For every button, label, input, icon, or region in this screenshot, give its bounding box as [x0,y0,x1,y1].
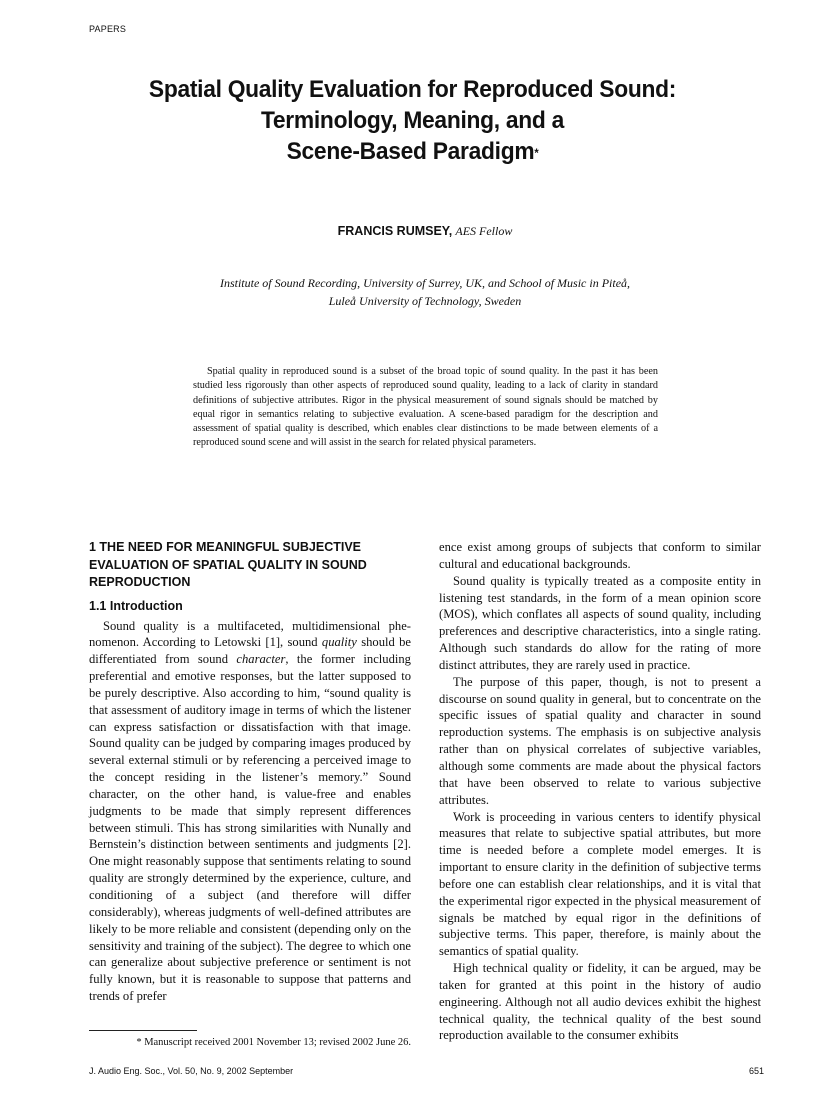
footnote: * Manuscript received 2001 November 13; revised 2002 June 26. [136,1037,411,1048]
paragraph-continuation: ence exist among groups of subjects that conform to similar cultural and educational backgrounds. [439,540,761,571]
footer-journal-citation: J. Audio Eng. Soc., Vol. 50, No. 9, 2002 September [89,1066,294,1076]
paragraph-technical-quality: High technical quality or fidelity, it can be argued, may be taken for granted at this point in the history of audio engineering. Although not all audio devices exhibit the highest technical quality, the technical quality of the best sound reproduction available to the consumer exhibits [439,961,761,1043]
subsection-heading: 1.1 Introduction [89,598,183,613]
left-column [89,539,411,1005]
affiliation-line-1: Institute of Sound Recording, University of Surrey, UK, and School of Music in Piteå, [219,276,631,290]
author-role: AES Fellow [455,224,513,238]
title-footnote-mark: * [534,146,539,160]
title-line-1: Spatial Quality Evaluation for Reproduced Sound: [148,76,677,103]
abstract: Spatial quality in reproduced sound is a subset of the broad topic of sound quality. In the past it has been studied less rigorously than other aspects of reproduced sound quality, leading to a lack of clarity in standard definitions of subjective attributes. Rigor in the physical measurement of sound signals should be matched by equal rigor in semantics relating to subjective evaluation. A scene-based paradigm for the description and assessment of spatial quality is described, which enables clear distinctions to be made between elements of a reproduced sound scene and will assist in the search for related physical parameters. [193,366,658,449]
title-line-3 [85,136,741,167]
emphasis-quality: quality [321,635,357,650]
author-name: FRANCIS RUMSEY, [337,224,453,238]
paper-title [60,74,765,167]
paragraph-purpose: The purpose of this paper, though, is not to present a discourse on sound quality in general, but to concentrate on the specific issues of spatial quality and character in sound reproduction systems. The emphasis is on subjective analysis rather than on physical correlates of subjective variables, although some comments are made about the physical factors that have been observed to relate to various subjective attributes. [439,674,761,807]
title-line-3-text: Scene-Based Paradigm [286,138,535,165]
paragraph-physical-measures: Work is proceeding in various centers to identify physical measures that relate to subjective spatial attributes, but more time is needed before a complete model emerges. It is important to ensure clarity in the definition of subjective terms before one can establish clear relationships, and it is vital that the experimental rigor expected in the physical measurement of signals be matched by equal rigor in the definitions of subjective terms. This paper, therefore, is mainly about the semantics of spatial quality. [439,809,761,959]
section-heading: 1 THE NEED FOR MEANINGFUL SUBJECTIVE EVALUATION OF SPATIAL QUALITY IN SOUND REPRODUCTION [89,540,367,589]
page-number: 651 [748,1066,764,1076]
emphasis-character: character [236,652,286,667]
author-line [0,224,825,239]
paragraph-text: Sound quality is a multifaceted, multidimensional phenomenon. According to Letowski [1], sound [89,618,411,650]
affiliation [140,274,710,310]
footnote-rule [89,1030,197,1031]
paragraph-introduction [89,618,411,1005]
affiliation-line-2: Luleå University of Technology, Sweden [328,294,522,308]
title-line-2: Terminology, Meaning, and a [260,107,565,134]
paragraph-text: , the former including preferential and emotive responses, but the latter supposed to be purely descriptive. Also according to him, “sound quality is that assessment of auditory image in terms of which the listener can express satisfaction or dissatisfaction with that image. Sound quality can be judged by comparing images produced by several external stimuli or by referencing a perceived image to the concept residing in the listener’s memory.” Sound character, on the other hand, is value-free and enables judgments to be made that simply represent differences between stimuli. This has strong similarities with Nunally and Bernstein’s distinction between sentiments and judgments [2]. One might reasonably suppose that sentiments relating to sound quality are strongly determined by the experience, culture, and conditioning of a subject (and therefore will differ considerably), whereas judgments of well-defined attributes are likely to be more reliable and consistent (depending only on the sensitivity and training of the subject). The degree to which one can generalize about subjective preference or sentiment is not fully known, but it is reasonable to suppose that patterns and trends of prefer [89,652,411,1004]
paragraph-mos: Sound quality is typically treated as a composite entity in listening test standards, in the form of a mean opinion score (MOS), which conflates all aspects of sound quality, including preferences and descriptive characteristics, into a single rating. Although such standards do allow for the rating of more distinct attributes, they are rarely used in practice. [439,573,761,672]
paragraph-text: should be differentiated from sound [89,635,411,667]
right-column [439,539,761,1044]
running-head: PAPERS [89,24,127,34]
